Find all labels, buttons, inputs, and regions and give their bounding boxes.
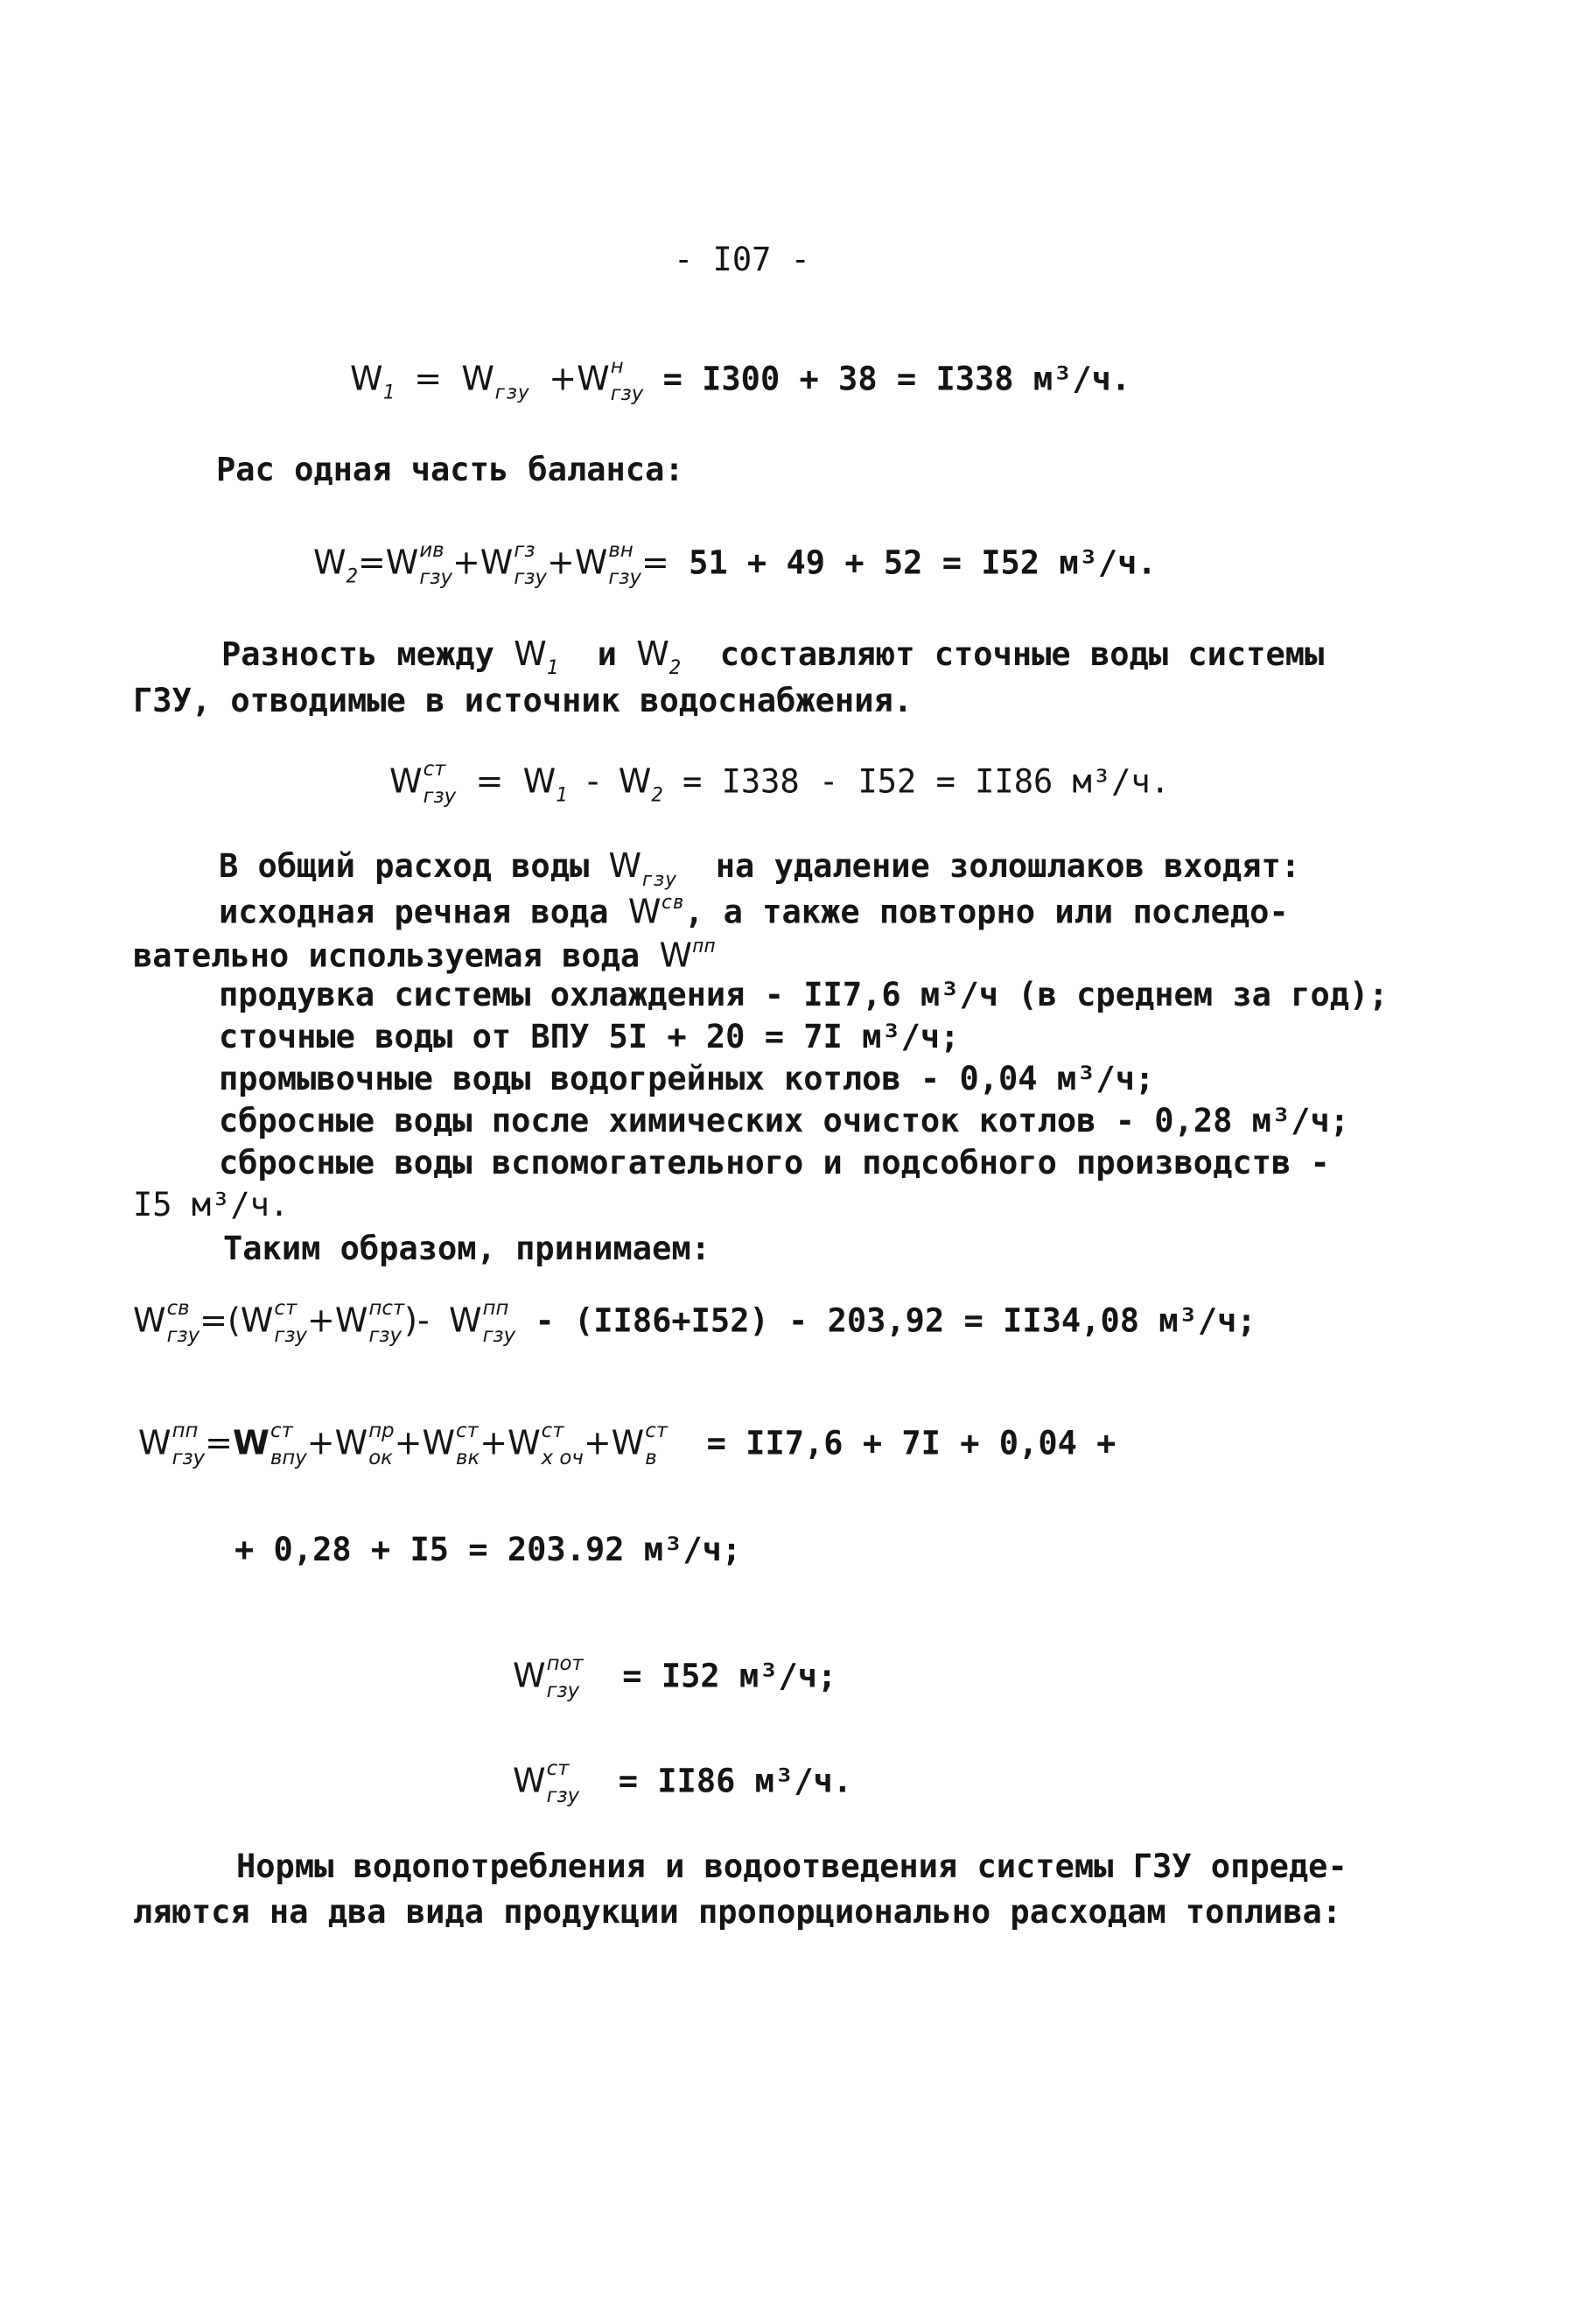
equation-wpot-value: = I52 м³/ч;: [622, 1657, 837, 1695]
composition-item-1: продувка системы охлаждения - II7,6 м³/ч (в среднем за год);: [219, 976, 1389, 1013]
composition-line3: вательно используемая вода $W^{пп}$: [133, 935, 716, 975]
composition-line1: В общий расход воды $W_{гзу}$ на удаление золошлаков входят:: [219, 846, 1301, 891]
equation-wsv: W св гзу =(W ст гзу +W пст гзу )- W пп гзу - (II86+I52) - 203,92 = II34,08 м³/ч;: [133, 1297, 1256, 1347]
expense-heading: Рас одная часть баланса:: [216, 451, 684, 488]
equation-wpp: W пп гзу =W ст впу +W пр ок +W ст вк +W ст х оч +W ст в = II7,6 + 7I + 0,04 +: [138, 1420, 1116, 1469]
equation-wpp-value: = II7,6 + 7I + 0,04 +: [706, 1424, 1116, 1462]
equation-wst-value: = I338 - I52 = II86 м³/ч.: [682, 762, 1170, 801]
equation-wsv-value: - (II86+I52) - 203,92 = II34,08 м³/ч;: [535, 1301, 1256, 1340]
page-number: - I07 -: [674, 241, 810, 278]
w-symbol: W: [350, 359, 383, 398]
composition-line2: исходная речная вода $W^{св}$, а также повторно или последо-: [219, 891, 1289, 931]
equation-wpot: W пот гзу = I52 м³/ч;: [513, 1652, 837, 1702]
equation-wst-final: W ст гзу = II86 м³/ч.: [513, 1757, 853, 1807]
composition-item-3: промывочные воды водогрейных котлов - 0,04 м³/ч;: [219, 1060, 1155, 1097]
composition-conclusion: Таким образом, принимаем:: [223, 1230, 710, 1267]
composition-item-5: сбросные воды вспомогательного и подсобного производств -: [219, 1144, 1330, 1182]
equation-w1: $W_1 = W_{гзу} +W$ н гзу = I300 + 38 = I338 м³/ч.: [350, 355, 1131, 405]
equation-wpp-continuation: + 0,28 + I5 = 203.92 м³/ч;: [234, 1531, 742, 1568]
equation-w1-value: = I300 + 38 = I338 м³/ч.: [662, 360, 1131, 398]
composition-items-tail: I5 м³/ч.: [133, 1186, 290, 1224]
diff-text-line2: ГЗУ, отводимые в источник водоснабжения.: [133, 682, 914, 719]
diff-text-line1: Разность между $W_1$ и $W_2$ составляют сточные воды системы: [221, 635, 1325, 679]
equation-wst-final-value: = II86 м³/ч.: [618, 1762, 853, 1800]
norms-line2: ляются на два вида продукции пропорционально расходам топлива:: [133, 1893, 1342, 1931]
equation-w2: $W_2=W$ ив гзу +W гз гзу +W вн гзу = 51 + 49 + 52 = I52 м³/ч.: [313, 539, 1157, 589]
composition-item-2: сточные воды от ВПУ 5I + 20 = 7I м³/ч;: [219, 1018, 960, 1055]
equation-w2-value: 51 + 49 + 52 = I52 м³/ч.: [689, 543, 1157, 582]
equation-wst: W ст гзу = $W_1 - W_2 = I338 - I52 = II86$ м³/ч.: [389, 758, 1170, 808]
composition-item-4: сбросные воды после химических очисток котлов - 0,28 м³/ч;: [219, 1102, 1350, 1139]
norms-line1: Нормы водопотребления и водоотведения системы ГЗУ опреде-: [236, 1848, 1348, 1885]
